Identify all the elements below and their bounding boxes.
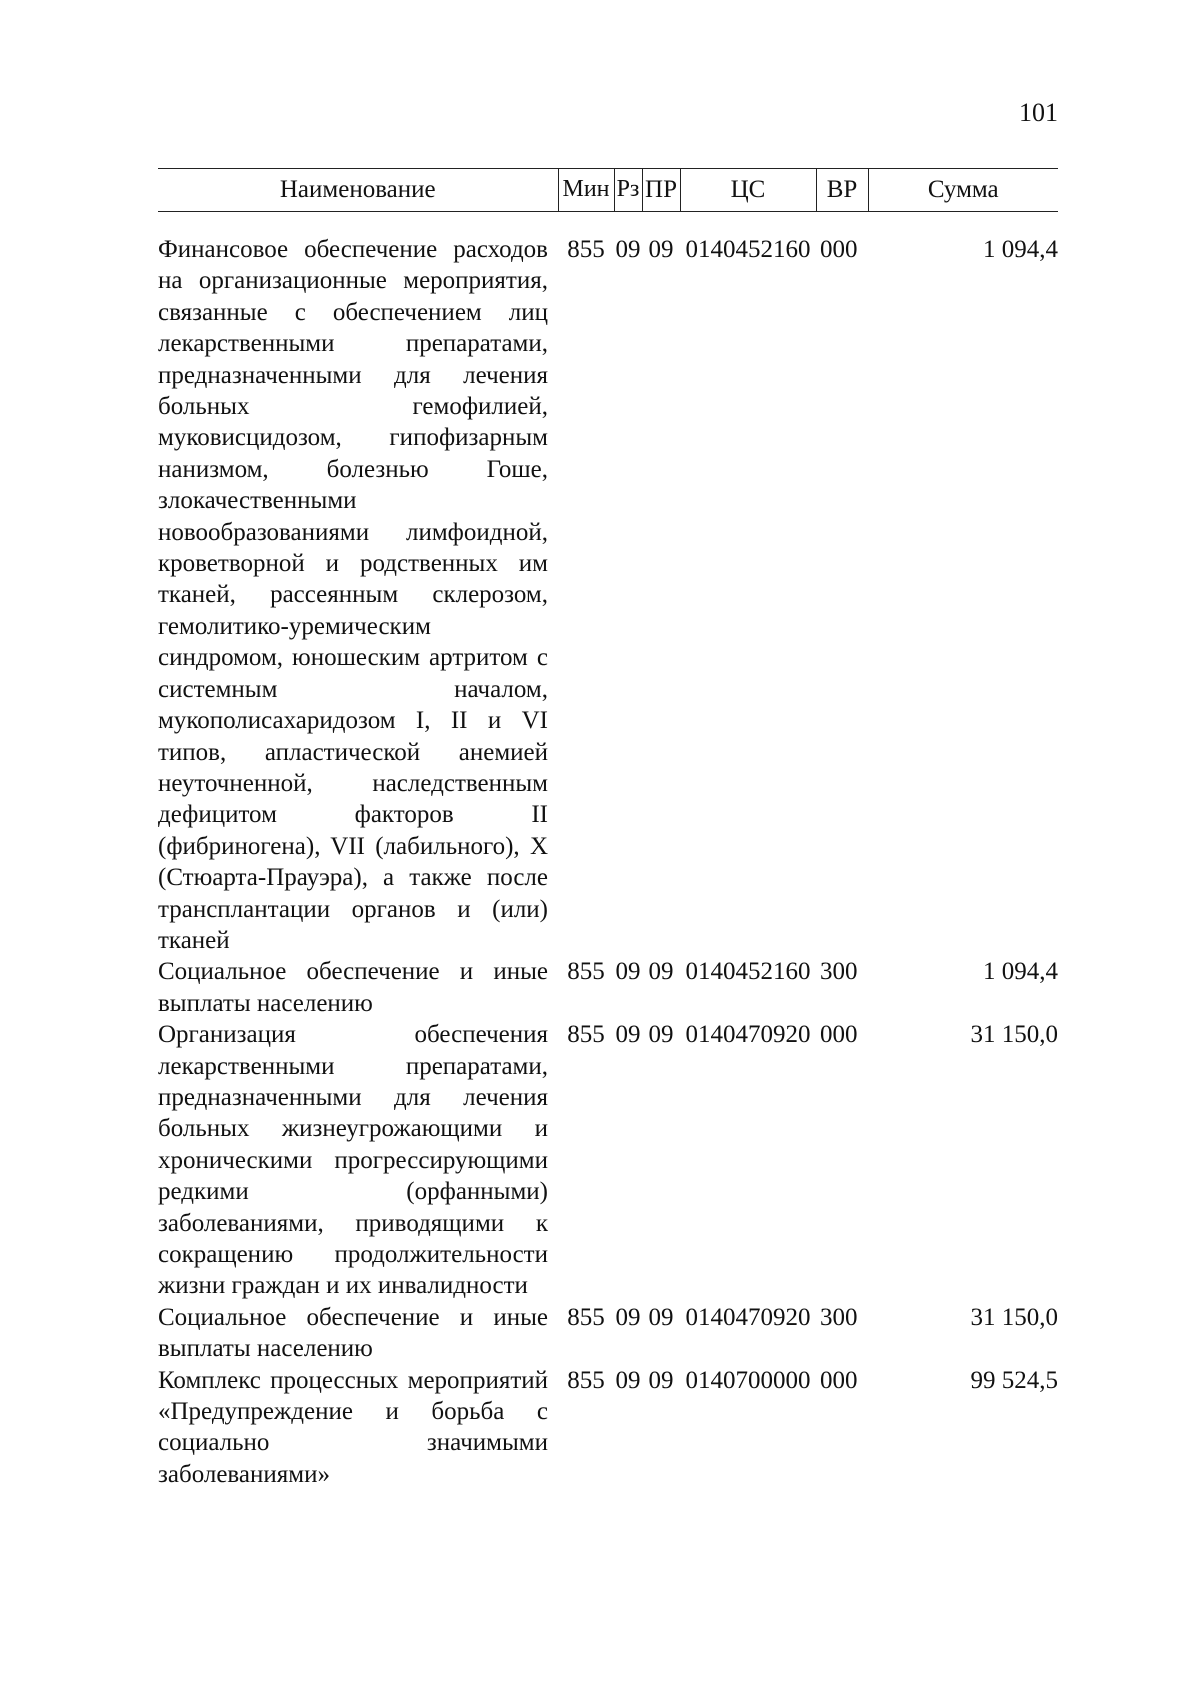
- row-name: Социальное обеспечение и иные выплаты населению: [158, 1303, 548, 1363]
- header-rz: Рз: [614, 169, 642, 212]
- header-vr: ВР: [816, 169, 868, 212]
- row-min: 855: [567, 1366, 605, 1394]
- row-name: Финансовое обеспечение расходов на организационные мероприятия, связанные с обеспечением лиц лекарственными препаратами, предназначенными для лечения больных гемофилией, муковисцидозом, гипофизарным нанизмом, болезнью Гоше, злокачественными новообразованиями лимфоидной, кроветворной и родственных им тканей, рассеянным склерозом, гемолитико-уремическим синдромом, юношеским артритом с системным началом, мукополисахаридозом I, II и VI типов, апластической анемией неуточненной, наследственным дефицитом факторов II (фибриногена), VII (лабильного), X (Стюарта-Прауэра), а также после трансплантации органов и (или) тканей: [158, 236, 548, 954]
- row-name: Комплекс процессных мероприятий «Предупреждение и борьба с социально значимыми заболеваниями»: [158, 1366, 548, 1488]
- row-vr: 000: [820, 236, 858, 263]
- row-rz: 09: [615, 1303, 641, 1331]
- row-sum: 99 524,5: [970, 1366, 1058, 1394]
- row-vr: 000: [820, 1021, 858, 1049]
- table-row: [158, 234, 1058, 956]
- table-header-row: [158, 169, 1058, 212]
- row-sum: 31 150,0: [970, 1303, 1058, 1331]
- row-name: Социальное обеспечение и иные выплаты населению: [158, 958, 548, 1017]
- row-cs: 0140700000: [685, 1366, 811, 1394]
- header-name: Наименование: [158, 169, 558, 212]
- row-min: 855: [567, 1303, 605, 1331]
- row-vr: 000: [820, 1366, 858, 1394]
- row-min: 855: [567, 958, 605, 986]
- row-pr: 09: [648, 1021, 674, 1049]
- row-sum: 1 094,4: [983, 958, 1058, 986]
- row-name: Организация обеспечения лекарственными препаратами, предназначенными для лечения больных жизнеугрожающими и хроническими прогрессирующими редкими (орфанными) заболеваниями, приводящими к сокращению продолжительности жизни граждан и их инвалидности: [158, 1021, 548, 1300]
- row-cs: 0140452160: [685, 958, 811, 986]
- row-pr: 09: [648, 236, 674, 263]
- row-min: 855: [567, 236, 605, 263]
- header-pr: ПР: [642, 169, 680, 212]
- row-pr: 09: [648, 1366, 674, 1394]
- header-sum: Сумма: [868, 169, 1058, 212]
- table-row: [158, 1302, 1058, 1365]
- table-row: [158, 1019, 1058, 1302]
- row-rz: 09: [615, 1021, 641, 1049]
- page-number: 101: [1019, 98, 1058, 127]
- row-pr: 09: [648, 1303, 674, 1331]
- row-rz: 09: [615, 958, 641, 986]
- row-sum: 1 094,4: [983, 236, 1058, 263]
- table-row: [158, 956, 1058, 1019]
- header-min: Мин: [558, 169, 614, 212]
- row-min: 855: [567, 1021, 605, 1049]
- budget-table: [158, 168, 1058, 1490]
- row-rz: 09: [615, 236, 641, 263]
- row-cs: 0140470920: [685, 1303, 811, 1331]
- table-row: [158, 1365, 1058, 1491]
- row-sum: 31 150,0: [970, 1021, 1058, 1049]
- row-vr: 300: [820, 1303, 858, 1331]
- row-vr: 300: [820, 958, 858, 986]
- header-cs: ЦС: [680, 169, 816, 212]
- header-spacer: [158, 212, 1058, 235]
- row-rz: 09: [615, 1366, 641, 1394]
- row-pr: 09: [648, 958, 674, 986]
- row-cs: 0140452160: [685, 236, 811, 263]
- row-cs: 0140470920: [685, 1021, 811, 1049]
